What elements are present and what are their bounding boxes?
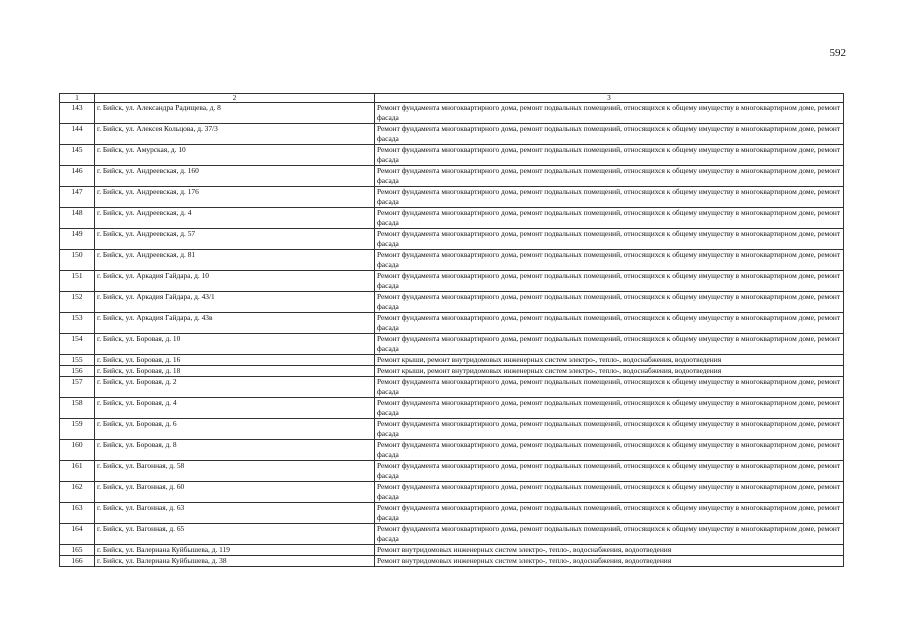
table-row [60,482,844,503]
row-work-type: Ремонт фундамента многоквартирного дома, ремонт подвальных помещений, относящихся к общему имуществу в многоквартирном доме, ремонт фасада [375,440,844,461]
registry-table [59,93,844,567]
row-work-type: Ремонт фундамента многоквартирного дома, ремонт подвальных помещений, относящихся к общему имуществу в многоквартирном доме, ремонт фасада [375,124,844,145]
row-work-type: Ремонт фундамента многоквартирного дома, ремонт подвальных помещений, относящихся к общему имуществу в многоквартирном доме, ремонт фасада [375,503,844,524]
header-cell-3: 3 [375,94,844,103]
table-row [60,103,844,124]
table-row [60,313,844,334]
row-number: 160 [60,440,95,461]
row-address: г. Бийск, ул. Валериана Куйбышева, д. 38 [95,556,375,567]
row-work-type: Ремонт фундамента многоквартирного дома, ремонт подвальных помещений, относящихся к общему имуществу в многоквартирном доме, ремонт фасада [375,524,844,545]
row-work-type: Ремонт фундамента многоквартирного дома, ремонт подвальных помещений, относящихся к общему имуществу в многоквартирном доме, ремонт фасада [375,334,844,355]
row-address: г. Бийск, ул. Андреевская, д. 176 [95,187,375,208]
row-address: г. Бийск, ул. Вагонная, д. 63 [95,503,375,524]
table-row [60,292,844,313]
row-work-type: Ремонт фундамента многоквартирного дома, ремонт подвальных помещений, относящихся к общему имуществу в многоквартирном доме, ремонт фасада [375,229,844,250]
row-number: 151 [60,271,95,292]
row-number: 145 [60,145,95,166]
row-number: 159 [60,419,95,440]
row-address: г. Бийск, ул. Вагонная, д. 58 [95,461,375,482]
row-number: 152 [60,292,95,313]
row-work-type: Ремонт фундамента многоквартирного дома, ремонт подвальных помещений, относящихся к общему имуществу в многоквартирном доме, ремонт фасада [375,292,844,313]
table-row [60,419,844,440]
table-row [60,145,844,166]
row-work-type: Ремонт фундамента многоквартирного дома, ремонт подвальных помещений, относящихся к общему имуществу в многоквартирном доме, ремонт фасада [375,271,844,292]
header-row [60,94,844,103]
row-address: г. Бийск, ул. Боровая, д. 10 [95,334,375,355]
row-work-type: Ремонт крыши, ремонт внутридомовых инженерных систем электро-, тепло-, водоснабжения, водоотведения [375,355,844,366]
row-number: 154 [60,334,95,355]
row-address: г. Бийск, ул. Александра Радищева, д. 8 [95,103,375,124]
table-row [60,187,844,208]
table-row [60,124,844,145]
row-work-type: Ремонт фундамента многоквартирного дома, ремонт подвальных помещений, относящихся к общему имуществу в многоквартирном доме, ремонт фасада [375,166,844,187]
row-address: г. Бийск, ул. Аркадия Гайдара, д. 10 [95,271,375,292]
row-address: г. Бийск, ул. Аркадия Гайдара, д. 43/1 [95,292,375,313]
row-address: г. Бийск, ул. Аркадия Гайдара, д. 43в [95,313,375,334]
row-number: 166 [60,556,95,567]
row-address: г. Бийск, ул. Андреевская, д. 4 [95,208,375,229]
row-work-type: Ремонт фундамента многоквартирного дома, ремонт подвальных помещений, относящихся к общему имуществу в многоквартирном доме, ремонт фасада [375,419,844,440]
row-number: 143 [60,103,95,124]
row-number: 149 [60,229,95,250]
table-row [60,229,844,250]
row-work-type: Ремонт фундамента многоквартирного дома, ремонт подвальных помещений, относящихся к общему имуществу в многоквартирном доме, ремонт фасада [375,461,844,482]
row-address: г. Бийск, ул. Боровая, д. 16 [95,355,375,366]
row-work-type: Ремонт крыши, ремонт внутридомовых инженерных систем электро-, тепло-, водоснабжения, водоотведения [375,366,844,377]
table-row [60,524,844,545]
table-row [60,208,844,229]
row-number: 153 [60,313,95,334]
table-row [60,166,844,187]
row-address: г. Бийск, ул. Вагонная, д. 65 [95,524,375,545]
row-address: г. Бийск, ул. Андреевская, д. 57 [95,229,375,250]
row-number: 146 [60,166,95,187]
table-row [60,377,844,398]
row-work-type: Ремонт фундамента многоквартирного дома, ремонт подвальных помещений, относящихся к общему имуществу в многоквартирном доме, ремонт фасада [375,145,844,166]
table-row [60,461,844,482]
row-work-type: Ремонт фундамента многоквартирного дома, ремонт подвальных помещений, относящихся к общему имуществу в многоквартирном доме, ремонт фасада [375,187,844,208]
row-work-type: Ремонт фундамента многоквартирного дома, ремонт подвальных помещений, относящихся к общему имуществу в многоквартирном доме, ремонт фасада [375,398,844,419]
row-address: г. Бийск, ул. Боровая, д. 18 [95,366,375,377]
row-address: г. Бийск, ул. Андреевская, д. 160 [95,166,375,187]
row-address: г. Бийск, ул. Амурская, д. 10 [95,145,375,166]
row-address: г. Бийск, ул. Вагонная, д. 60 [95,482,375,503]
row-address: г. Бийск, ул. Боровая, д. 8 [95,440,375,461]
table-row [60,398,844,419]
row-address: г. Бийск, ул. Алексея Кольцова, д. 37/3 [95,124,375,145]
table-row [60,366,844,377]
table-row [60,545,844,556]
row-address: г. Бийск, ул. Андреевская, д. 81 [95,250,375,271]
page-number: 592 [829,47,846,59]
table-row [60,250,844,271]
row-address: г. Бийск, ул. Валериана Куйбышева, д. 119 [95,545,375,556]
row-work-type: Ремонт фундамента многоквартирного дома, ремонт подвальных помещений, относящихся к общему имуществу в многоквартирном доме, ремонт фасада [375,377,844,398]
row-number: 147 [60,187,95,208]
row-work-type: Ремонт внутридомовых инженерных систем электро-, тепло-, водоснабжения, водоотведения [375,545,844,556]
row-number: 156 [60,366,95,377]
row-work-type: Ремонт фундамента многоквартирного дома, ремонт подвальных помещений, относящихся к общему имуществу в многоквартирном доме, ремонт фасада [375,313,844,334]
row-number: 157 [60,377,95,398]
row-number: 164 [60,524,95,545]
row-number: 161 [60,461,95,482]
table-row [60,355,844,366]
row-number: 155 [60,355,95,366]
header-cell-2: 2 [95,94,375,103]
row-address: г. Бийск, ул. Боровая, д. 2 [95,377,375,398]
row-number: 158 [60,398,95,419]
row-number: 163 [60,503,95,524]
table-body [60,103,844,567]
header-cell-1: 1 [60,94,95,103]
row-address: г. Бийск, ул. Боровая, д. 4 [95,398,375,419]
row-work-type: Ремонт внутридомовых инженерных систем электро-, тепло-, водоснабжения, водоотведения [375,556,844,567]
row-address: г. Бийск, ул. Боровая, д. 6 [95,419,375,440]
table-row [60,271,844,292]
row-work-type: Ремонт фундамента многоквартирного дома, ремонт подвальных помещений, относящихся к общему имуществу в многоквартирном доме, ремонт фасада [375,250,844,271]
row-number: 162 [60,482,95,503]
row-work-type: Ремонт фундамента многоквартирного дома, ремонт подвальных помещений, относящихся к общему имуществу в многоквартирном доме, ремонт фасада [375,482,844,503]
row-number: 144 [60,124,95,145]
table-row [60,503,844,524]
row-number: 148 [60,208,95,229]
table-row [60,334,844,355]
row-work-type: Ремонт фундамента многоквартирного дома, ремонт подвальных помещений, относящихся к общему имуществу в многоквартирном доме, ремонт фасада [375,208,844,229]
table-row [60,440,844,461]
row-work-type: Ремонт фундамента многоквартирного дома, ремонт подвальных помещений, относящихся к общему имуществу в многоквартирном доме, ремонт фасада [375,103,844,124]
row-number: 165 [60,545,95,556]
table-row [60,556,844,567]
row-number: 150 [60,250,95,271]
